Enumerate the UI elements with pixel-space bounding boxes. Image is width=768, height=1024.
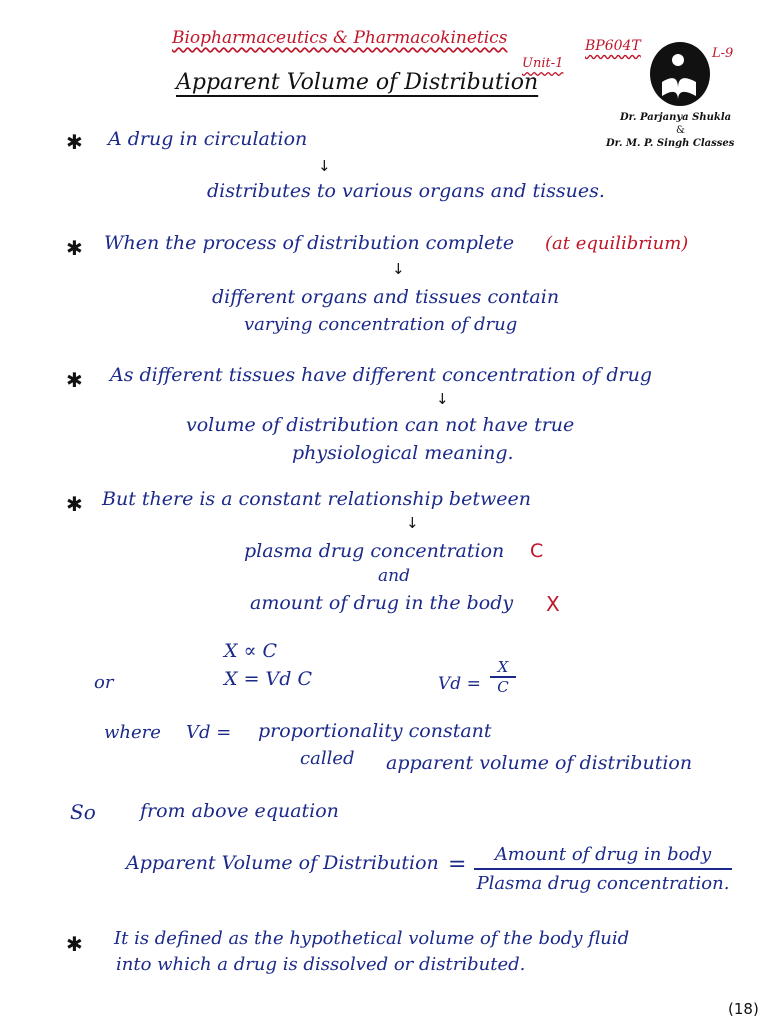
down-arrow-icon: ↓	[406, 514, 419, 532]
down-arrow-icon: ↓	[436, 390, 449, 408]
avd-denominator: Plasma drug concentration.	[476, 873, 730, 894]
vd-fraction	[490, 658, 516, 696]
author-2: Dr. M. P. Singh Classes	[606, 138, 735, 149]
course-code: BP604T	[585, 38, 641, 54]
symbol-x: X	[546, 592, 560, 616]
avd-numerator: Amount of drug in body	[494, 844, 712, 865]
called-label: called	[300, 748, 355, 769]
vd-label: Vd =	[438, 674, 481, 694]
down-arrow-icon: ↓	[318, 157, 331, 175]
apparent-volume-label: apparent volume of distribution	[386, 752, 693, 774]
author-amp: &	[676, 125, 685, 136]
vd-denominator: C	[497, 678, 509, 696]
avd-fraction	[474, 842, 732, 898]
vd-numerator: X	[497, 658, 509, 676]
symbol-c: C	[530, 540, 544, 562]
point-2-line-3: varying concentration of drug	[244, 314, 518, 335]
point-3-line-1: As different tissues have different concentration of drug	[110, 364, 653, 386]
bullet-star-icon: ✱	[66, 932, 83, 956]
where-label: where	[104, 722, 161, 743]
author-1: Dr. Parjanya Shukla	[620, 112, 732, 123]
definition-line-1: It is defined as the hypothetical volume of the body fluid	[114, 928, 630, 949]
equals-sign: =	[448, 852, 467, 877]
proportionality-constant: proportionality constant	[258, 720, 492, 742]
definition-line-2: into which a drug is dissolved or distributed.	[116, 954, 526, 975]
point-4-line-2: plasma drug concentration	[244, 540, 505, 562]
point-4-and: and	[378, 566, 410, 586]
point-2-line-1: When the process of distribution complete	[104, 232, 515, 254]
bullet-star-icon: ✱	[66, 236, 83, 260]
point-1-line-1: A drug in circulation	[108, 128, 308, 150]
point-2-line-2: different organs and tissues contain	[212, 286, 560, 308]
subject-title: Biopharmaceutics & Pharmacokinetics	[172, 28, 508, 48]
so-label: So	[70, 800, 96, 824]
avd-lhs: Apparent Volume of Distribution	[126, 852, 439, 874]
equilibrium-note: (at equilibrium)	[545, 233, 689, 254]
bullet-star-icon: ✱	[66, 130, 83, 154]
page-title: Apparent Volume of Distribution	[176, 70, 539, 95]
point-4-line-1: But there is a constant relationship between	[102, 488, 531, 510]
lecture-number: L-9	[712, 46, 734, 61]
equation-x-vdc: X = Vd C	[224, 668, 312, 690]
page-number: (18)	[728, 1000, 759, 1018]
unit-label: Unit-1	[522, 56, 564, 71]
where-vd: Vd =	[186, 722, 232, 743]
institute-logo-icon	[648, 40, 712, 112]
bullet-star-icon: ✱	[66, 368, 83, 392]
or-label: or	[94, 672, 114, 693]
down-arrow-icon: ↓	[392, 260, 405, 278]
bullet-star-icon: ✱	[66, 492, 83, 516]
point-3-line-2: volume of distribution can not have true	[186, 414, 575, 436]
point-4-line-3: amount of drug in the body	[250, 592, 514, 614]
equation-proportional: X ∝ C	[224, 640, 278, 662]
point-3-line-3: physiological meaning.	[292, 442, 514, 464]
point-1-line-2: distributes to various organs and tissues.	[207, 180, 605, 202]
from-above-equation: from above equation	[140, 800, 339, 822]
